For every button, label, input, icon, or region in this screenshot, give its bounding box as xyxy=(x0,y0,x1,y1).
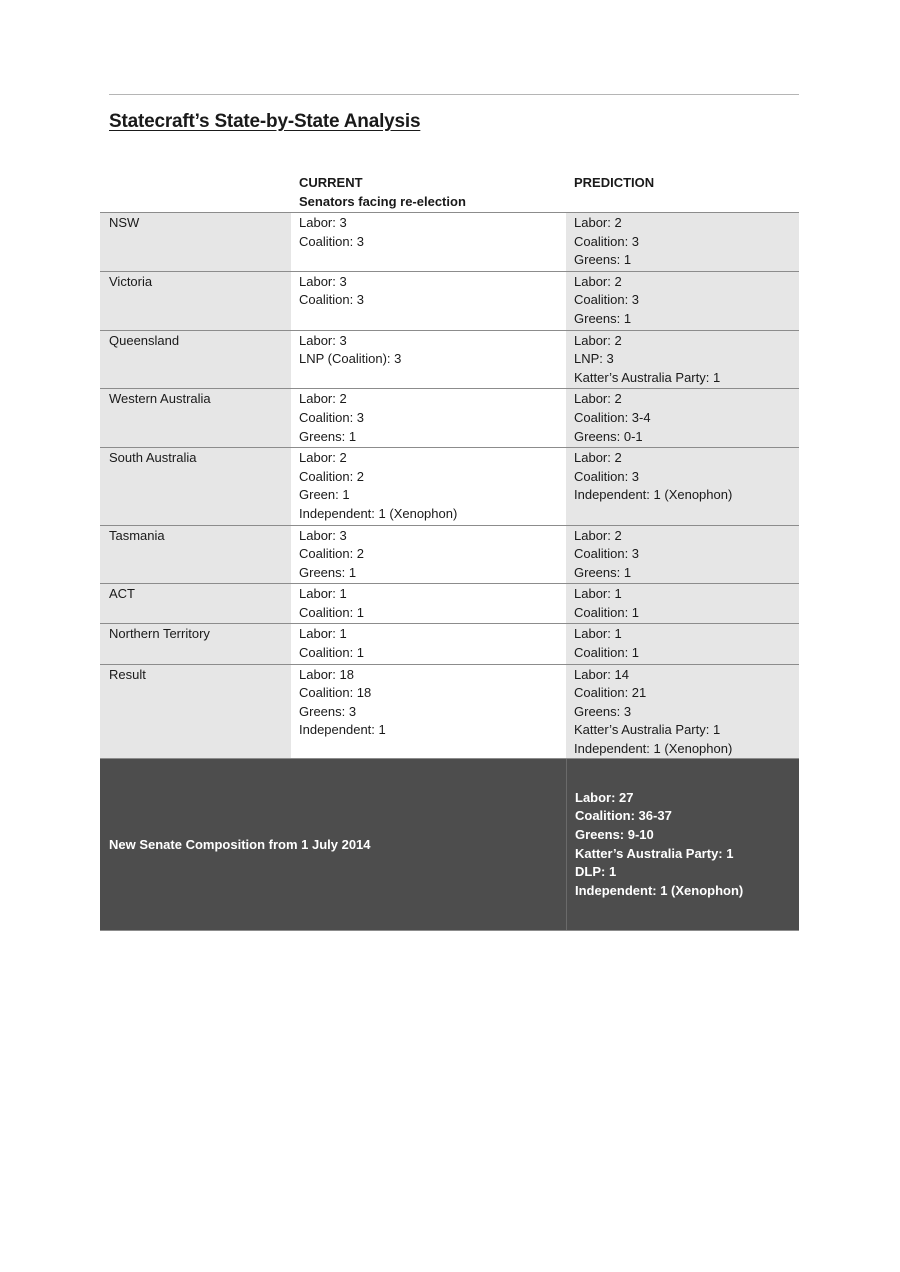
summary-line: Greens: 9-10 xyxy=(575,826,654,842)
state-name xyxy=(100,213,291,271)
table-row xyxy=(100,525,799,584)
summary-line: DLP: 1 xyxy=(575,864,617,880)
table-row xyxy=(100,623,799,663)
prediction-cell xyxy=(566,389,799,447)
prediction-cell-line: Katter’s Australia Party: 1 xyxy=(574,369,721,385)
prediction-cell-line: Coalition: 1 xyxy=(574,604,640,620)
table-body xyxy=(100,212,799,761)
state-name xyxy=(100,389,291,447)
senate-composition-summary xyxy=(100,758,799,931)
prediction-cell-line: Labor: 2 xyxy=(574,332,622,348)
header-prediction-title: PREDICTION xyxy=(574,175,655,190)
current-cell xyxy=(291,389,566,447)
current-cell xyxy=(291,665,566,760)
table-row xyxy=(100,330,799,389)
current-cell-line: Coalition: 1 xyxy=(299,604,365,620)
prediction-cell-line: Labor: 1 xyxy=(574,626,622,642)
current-cell-line: Coalition: 1 xyxy=(299,645,365,661)
current-cell xyxy=(291,331,566,389)
summary-label: New Senate Composition from 1 July 2014 xyxy=(109,837,371,852)
current-cell-line: Independent: 1 (Xenophon) xyxy=(299,505,458,521)
table-row xyxy=(100,212,799,271)
current-cell-line: Labor: 2 xyxy=(299,450,347,466)
summary-line: Coalition: 36-37 xyxy=(575,808,672,824)
prediction-cell-line: Labor: 2 xyxy=(574,450,622,466)
prediction-cell xyxy=(566,448,799,524)
prediction-cell-line: LNP: 3 xyxy=(574,351,614,367)
prediction-cell xyxy=(566,526,799,584)
prediction-cell-line: Labor: 2 xyxy=(574,527,622,543)
current-cell-line: Labor: 18 xyxy=(299,666,354,682)
current-cell-line: Labor: 3 xyxy=(299,332,347,348)
page-title: Statecraft’s State-by-State Analysis xyxy=(109,111,421,132)
current-cell-line: Coalition: 18 xyxy=(299,685,372,701)
prediction-cell xyxy=(566,213,799,271)
prediction-cell-line: Coalition: 3 xyxy=(574,546,640,562)
state-label: Queensland xyxy=(109,332,180,348)
header-prediction xyxy=(566,174,799,212)
current-cell-line: Labor: 3 xyxy=(299,273,347,289)
current-cell-line: Labor: 3 xyxy=(299,527,347,543)
table-row xyxy=(100,271,799,330)
current-cell xyxy=(291,584,566,623)
current-cell xyxy=(291,272,566,330)
header-current-subtitle: Senators facing re-election xyxy=(299,193,466,209)
current-cell-line: Coalition: 3 xyxy=(299,409,365,425)
prediction-cell-line: Greens: 1 xyxy=(574,310,632,326)
current-cell-line: Coalition: 2 xyxy=(299,468,365,484)
prediction-cell xyxy=(566,665,799,760)
prediction-cell-line: Greens: 1 xyxy=(574,252,632,268)
table-row xyxy=(100,583,799,623)
state-label: Tasmania xyxy=(109,527,165,543)
current-cell-line: LNP (Coalition): 3 xyxy=(299,351,402,367)
state-name xyxy=(100,526,291,584)
current-cell-line: Coalition: 2 xyxy=(299,546,365,562)
current-cell xyxy=(291,213,566,271)
summary-line: Katter’s Australia Party: 1 xyxy=(575,845,734,861)
prediction-cell-line: Labor: 2 xyxy=(574,273,622,289)
prediction-cell-line: Coalition: 3 xyxy=(574,468,640,484)
state-label: Northern Territory xyxy=(109,626,210,642)
state-label: South Australia xyxy=(109,450,197,466)
current-cell-line: Greens: 3 xyxy=(299,703,357,719)
current-cell-line: Greens: 1 xyxy=(299,564,357,580)
summary-line: Labor: 27 xyxy=(575,789,634,805)
prediction-cell-line: Coalition: 3 xyxy=(574,233,640,249)
header-current-title: CURRENT xyxy=(299,175,363,190)
prediction-cell-line: Labor: 1 xyxy=(574,586,622,602)
header-current xyxy=(291,174,566,212)
current-cell-line: Labor: 1 xyxy=(299,626,347,642)
prediction-cell-line: Labor: 2 xyxy=(574,391,622,407)
table-row xyxy=(100,388,799,447)
state-name xyxy=(100,665,291,760)
state-name xyxy=(100,331,291,389)
prediction-cell-line: Coalition: 3-4 xyxy=(574,409,651,425)
current-cell-line: Independent: 1 xyxy=(299,722,386,738)
state-label: Victoria xyxy=(109,273,153,289)
current-cell-line: Labor: 1 xyxy=(299,586,347,602)
table-row xyxy=(100,447,799,524)
state-name xyxy=(100,624,291,663)
state-label: NSW xyxy=(109,215,140,230)
state-name xyxy=(100,272,291,330)
prediction-cell-line: Independent: 1 (Xenophon) xyxy=(574,741,733,757)
prediction-cell-line: Greens: 0-1 xyxy=(574,428,643,444)
current-cell-line: Labor: 2 xyxy=(299,391,347,407)
current-cell-line: Green: 1 xyxy=(299,487,350,503)
header-state xyxy=(100,174,291,212)
prediction-cell-line: Coalition: 1 xyxy=(574,645,640,661)
prediction-cell xyxy=(566,624,799,663)
current-cell-line: Coalition: 3 xyxy=(299,233,365,249)
current-cell xyxy=(291,624,566,663)
state-name xyxy=(100,584,291,623)
state-label: Result xyxy=(109,666,146,682)
prediction-cell xyxy=(566,272,799,330)
prediction-cell-line: Labor: 14 xyxy=(574,666,629,682)
current-cell-line: Greens: 1 xyxy=(299,428,357,444)
table-header xyxy=(100,174,799,212)
prediction-cell xyxy=(566,584,799,623)
state-name xyxy=(100,448,291,524)
state-label: Western Australia xyxy=(109,391,211,407)
prediction-cell xyxy=(566,331,799,389)
state-analysis-table xyxy=(100,174,799,761)
prediction-cell-line: Coalition: 21 xyxy=(574,685,647,701)
table-row xyxy=(100,664,799,761)
prediction-cell-line: Labor: 2 xyxy=(574,215,622,230)
summary-line: Independent: 1 (Xenophon) xyxy=(575,882,744,898)
top-divider xyxy=(109,94,799,95)
prediction-cell-line: Greens: 1 xyxy=(574,564,632,580)
prediction-cell-line: Coalition: 3 xyxy=(574,292,640,308)
current-cell xyxy=(291,526,566,584)
prediction-cell-line: Katter’s Australia Party: 1 xyxy=(574,722,721,738)
prediction-cell-line: Greens: 3 xyxy=(574,703,632,719)
state-label: ACT xyxy=(109,586,135,602)
current-cell-line: Labor: 3 xyxy=(299,215,347,230)
summary-values xyxy=(566,759,799,930)
current-cell xyxy=(291,448,566,524)
current-cell-line: Coalition: 3 xyxy=(299,292,365,308)
prediction-cell-line: Independent: 1 (Xenophon) xyxy=(574,487,733,503)
